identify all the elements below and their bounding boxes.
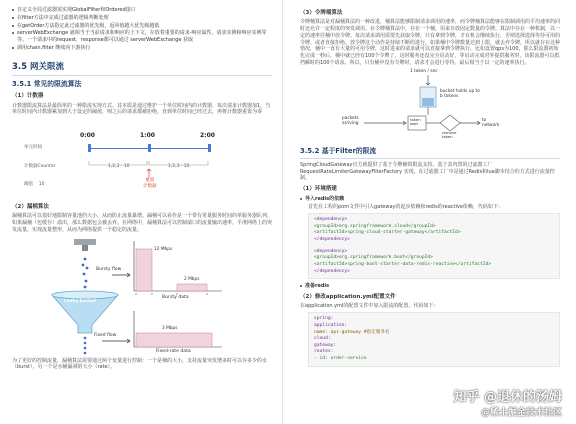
bursty-flow-label: Bursty flow — [96, 266, 122, 272]
watermark: 知乎 @退休的汤姆 @稀土掘金技术社区 — [453, 390, 562, 418]
list-item: serverWebExchange 就相当于当前请求和响应的上下文，存放着重要的请求-响应属性、请求实例和响应实例等等。一个请求中的request，response都可以通过 serverWebExchange 获取 — [12, 30, 272, 44]
counter-row-label: 计数器Counter — [24, 164, 56, 170]
left-page — [0, 0, 283, 424]
fixed-rate-label: 3 Mbps — [162, 325, 178, 331]
unit-time-label: 单元时间 — [24, 145, 42, 151]
fixed-data-chart — [134, 311, 222, 347]
yml-code-block: spring: application: name: api-gateway #指定服务名 cloud: gateway: routes: - id: order-service — [308, 312, 560, 367]
token-bucket-diagram — [340, 69, 520, 143]
list-item: 准备redis — [300, 283, 560, 290]
timeline-tick — [88, 144, 91, 152]
bucket-capacity-label: bucket holds up to b tokens — [440, 88, 480, 100]
to-network-label: to network — [482, 117, 500, 129]
filter-bullets — [12, 7, 272, 52]
burst-rate-label: 12 Mbps — [154, 246, 173, 252]
list-item: 在getOrder方法指定此过滤器的优先级，返回值越大优先级越低 — [12, 23, 272, 30]
fixed-flow-label: Fixed flow — [94, 332, 117, 338]
leaky-bucket-figure — [12, 237, 272, 355]
env-setup-heading: （1）环境搭建 — [300, 186, 337, 193]
token-rate-label: 1 token / sec — [410, 68, 438, 74]
list-item: 调用chain.filter 继续向下游执行 — [12, 45, 272, 52]
leaky-bucket-description: 漏桶算法可以很好地限制容量池的大小，从而防止流量暴增。漏桶可以看作是一个带有常量服务时间的单服务器队列，如果漏桶（包缓存）溢出，那么数据包会被丢弃。在网络中，漏桶算法可以控制端口的流量输出速率，平滑网络上的突发流量，实现流量整形，从而为网络提供一个稳定的流量。 — [12, 213, 273, 233]
timeline-tick — [148, 144, 151, 152]
bursty-data-caption: Bursty data — [162, 294, 189, 300]
filter-ratelimit-description: SpringCloudGateway官方就提供了基于令牌桶的限流支持。基于其内置的过滤器工厂 RequestRateLimiterGatewayFilterFactory 实现。在过滤器工厂中是通过Redis和lua脚本结合的方式进行流量控制。 — [300, 161, 555, 182]
token-bucket-heading: （3）令牌桶算法 — [300, 10, 343, 16]
list-item: 自定义全局过滤器需实现GlobalFilter和Ordered接口 — [12, 7, 272, 14]
packets-arriving-label: packets arriving — [342, 115, 359, 127]
leaky-bucket-label: Leaky bucket — [64, 298, 97, 304]
list-item: 导入redis的依赖 — [300, 196, 560, 203]
reset-note: 重置 计数器 — [143, 178, 157, 190]
section-heading: 3.5 网关限流 — [12, 62, 272, 76]
token-bucket-description: 令牌桶算法是对漏桶算法的一种改进，桶算法能够限制请求调用的速率，而令牌桶算法能够在限制调用的平均速率的同时还允许一定程度的突发调用。在令牌桶算法中，存在一个桶，用来存放固定数量的令牌。算法中存在一种机制，以一定的速率往桶中放令牌。每次请求调用需要先获取令牌，只有拿到令牌，才有机会继续执行，否则选择选择等待可用的令牌、或者直接拒绝。放令牌这个动作是持续不断的进行，如果桶中令牌数量达到上限，就丢弃令牌，所以就存在这种情况，桶中一直有大量的可用令牌，这时进来的请求就可以直接拿到令牌执行，比如设置qps为100，那么限流器初始化完成一秒后，桶中就已经有100个令牌了，这时服务还没完全启动好，等启动完成对外提供服务时，该限流器可以抵挡瞬时的100个请求。所以，只有桶中没有令牌时，请求才会进行等待，最后相当于以一定的速率执行。 — [300, 19, 561, 66]
subsection-heading: 3.5.1 常见的限流算法 — [12, 79, 82, 88]
counter-segment-1: 1,2,3 · 10 — [108, 164, 130, 170]
config-description: 在application.yml的配置文件中加入限流的配置，代码如下： — [300, 303, 439, 310]
token-wait-label: token wait — [410, 116, 421, 126]
counter-segment-2: 1,2,3 · 10 — [168, 164, 190, 170]
right-page — [288, 0, 570, 424]
burst-small-rate-label: 2 Mbps — [184, 276, 200, 282]
leaky-bucket-heading: （2）漏桶算法 — [12, 204, 49, 211]
timeline-tick — [208, 144, 211, 152]
time-1-label: 1:00 — [140, 132, 155, 140]
counter-heading: （1）计数器 — [12, 93, 44, 100]
threshold-label: 阈值 10 — [24, 182, 45, 188]
reset-arrow-icon — [146, 168, 152, 178]
token-bucket-figure — [340, 69, 520, 143]
counter-timeline-figure — [12, 120, 272, 200]
leaky-bucket-diagram — [12, 237, 272, 355]
remove-token-label: remove token — [442, 129, 457, 139]
config-heading: （2）修改application.yml配置文件 — [300, 294, 396, 301]
step1-description: 首先在工程的pom文件中引入gateway的起步依赖和redis的reactive依赖，代码如下： — [308, 204, 503, 211]
pom-code-block: <dependency> <groupId>org.springframework.cloud</groupId> <artifactId>spring-cloud-starter-gateway</artifactId> </dependency> <dependency> <groupId>org.springframework.boot</groupId> <artifactId>spring-boot-starter-data-redis-reactive</artifactId> </dependency> — [308, 213, 560, 279]
time-0-label: 0:00 — [80, 132, 95, 140]
fixed-data-caption: Fixed-rate data — [156, 348, 191, 354]
counter-brace — [88, 160, 210, 168]
counter-description: 计数器限流算法是最简单的一种限流实现方式。其本质是通过维护一个单位时间内的计数器，每次请求计数器加1，当单位时间内计数器累加到大于设定的阈值，则之后的请求都被拒绝，直到单位时间已经过去，再将计数器重置为零 — [12, 102, 271, 116]
list-item: 在filter方法中完成过滤器的逻辑判断处理 — [12, 15, 272, 22]
leaky-bucket-footer: 为了更好的控制流量，漏桶算法需要通过两个变量进行控制：一个是桶的大小，支持流量突发增多时可以存多少的水（burst），另一个是水桶漏洞的大小（rate）。 — [12, 357, 268, 371]
bursty-data-chart — [134, 241, 222, 295]
filter-ratelimit-heading: 3.5.2 基于Filter的限流 — [300, 147, 560, 159]
time-2-label: 2:00 — [200, 132, 215, 140]
